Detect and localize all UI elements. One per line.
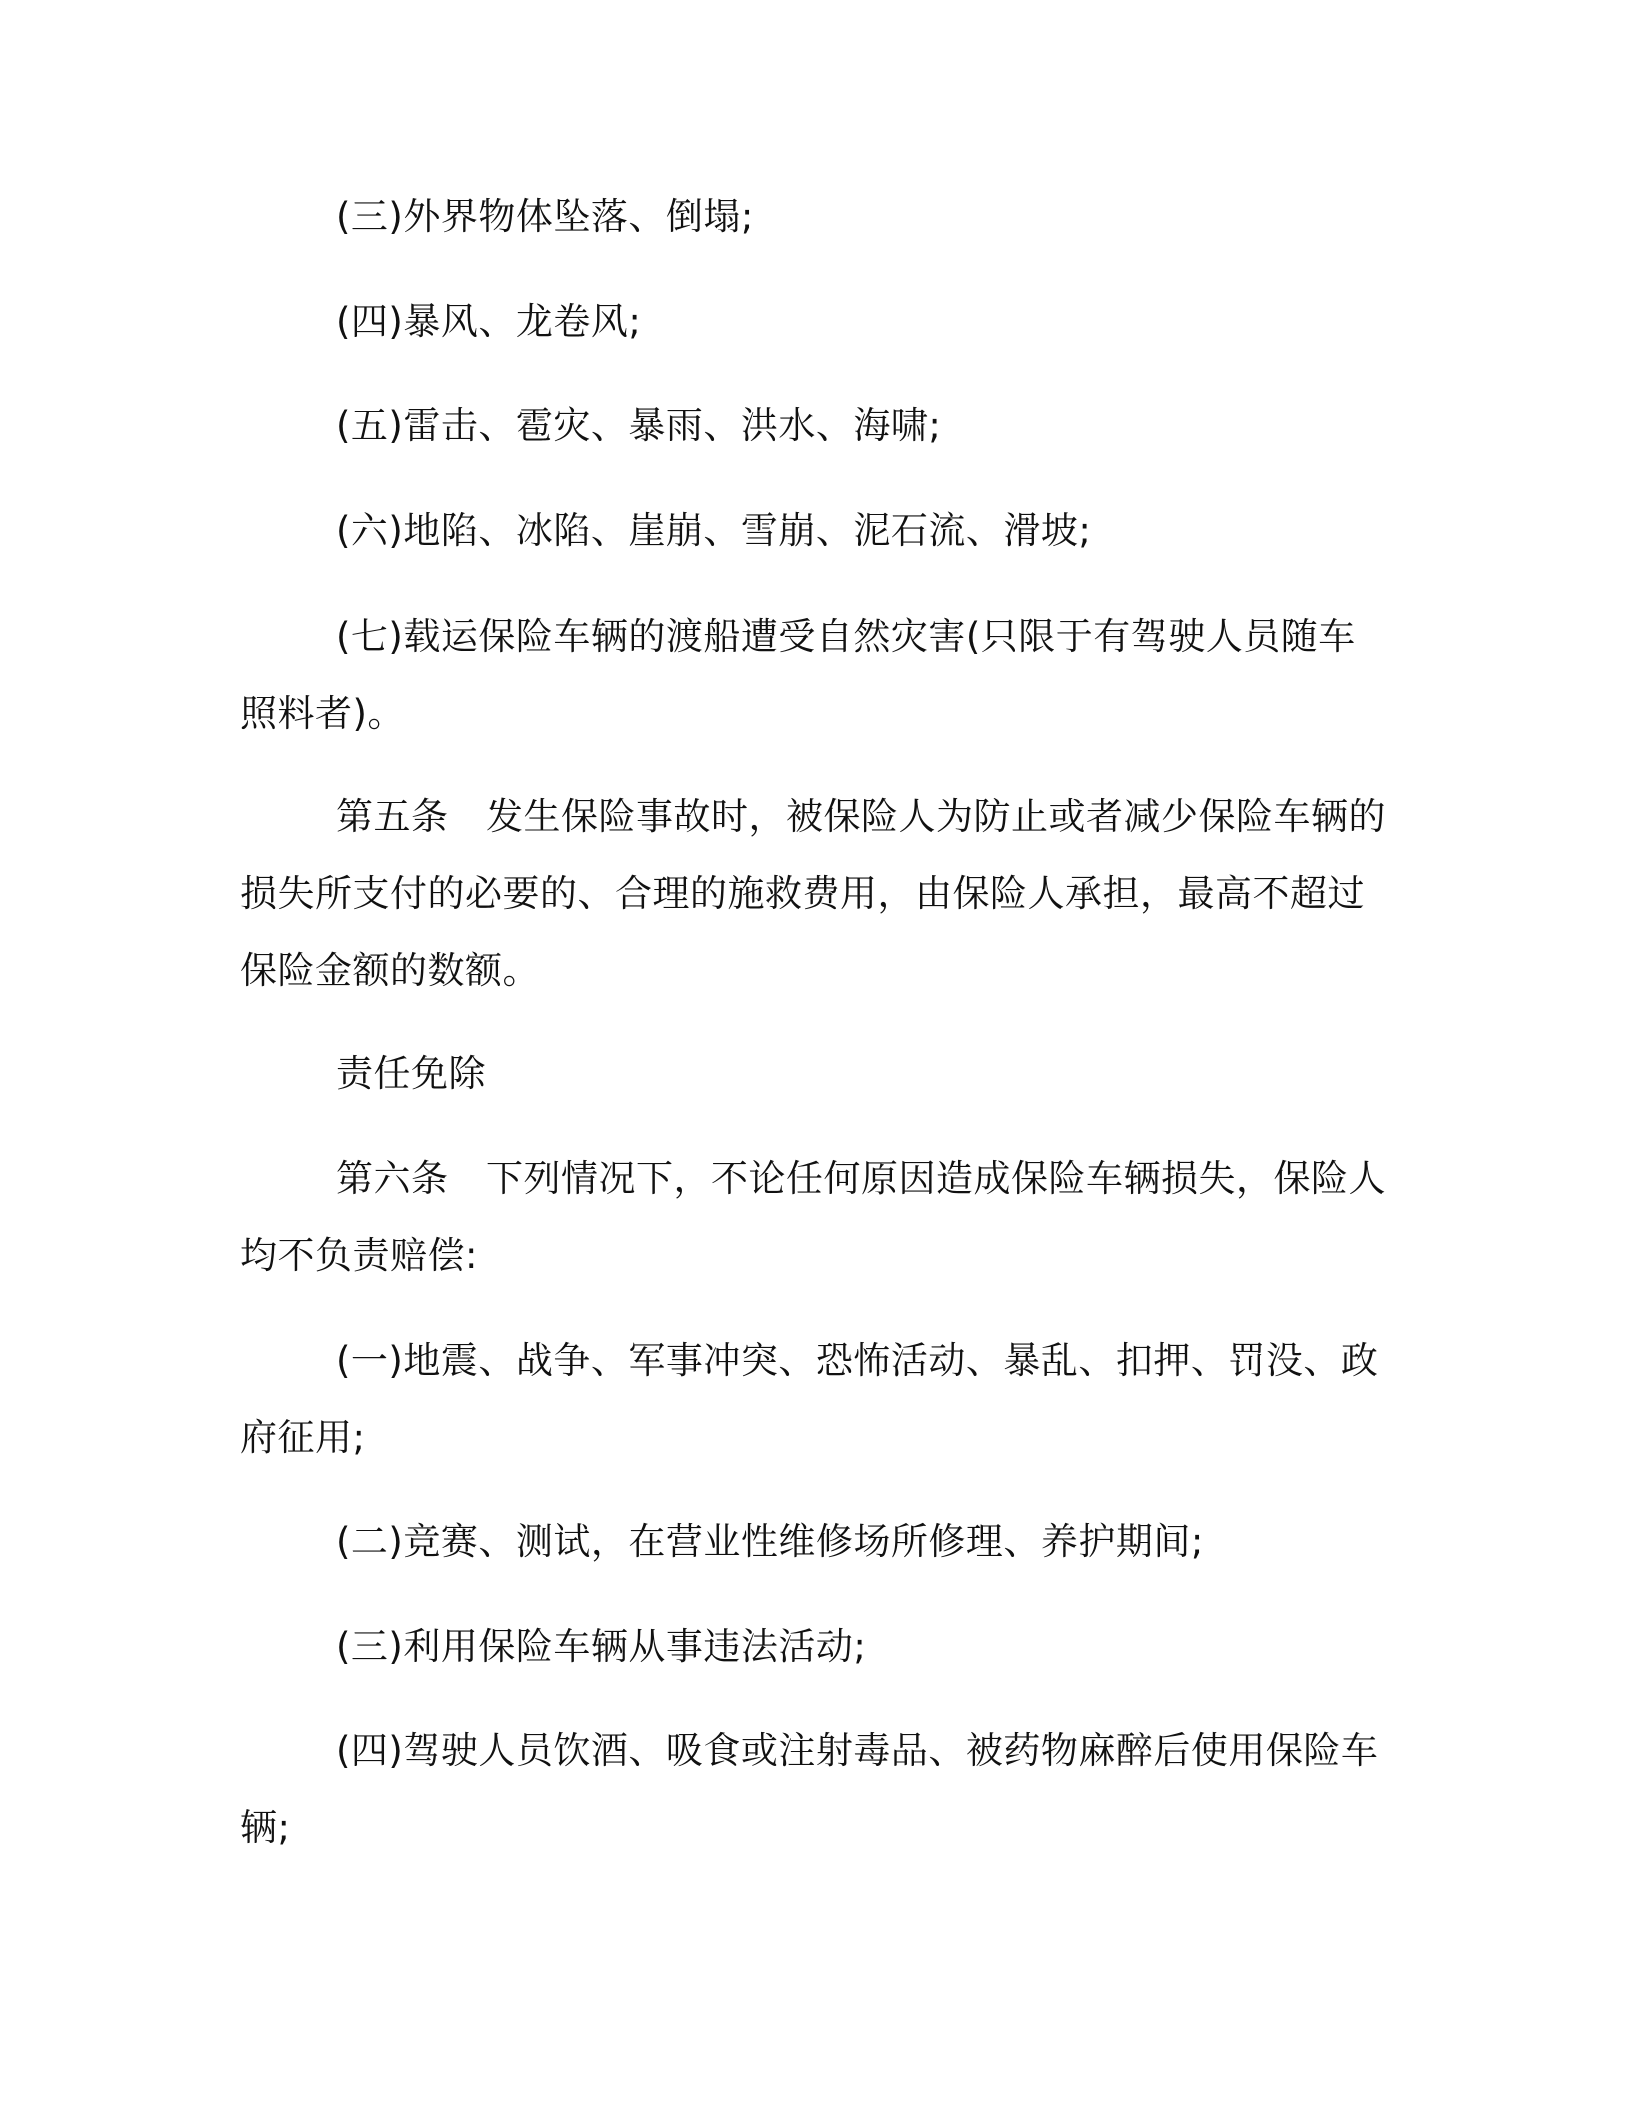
clause-item-4-storm: (四)暴风、龙卷风; [336,300,642,343]
exclusion-item-3-illegal-activity: (三)利用保险车辆从事违法活动; [336,1625,867,1668]
clause-item-3-falling-objects: (三)外界物体坠落、倒塌; [336,195,754,238]
clause-item-5-lightning-flood: (五)雷击、雹灾、暴雨、洪水、海啸; [336,404,942,447]
article-5-rescue-costs: 第五条 发生保险事故时，被保险人为防止或者减少保险车辆的损失所支付的必要的、合理的施救费用，由保险人承担，最高不超过保险金额的数额。 [240,795,1386,992]
clause-item-7-ferry: (七)载运保险车辆的渡船遭受自然灾害(只限于有驾驶人员随车照料者)。 [240,615,1356,735]
exclusion-item-4-drunk-driving: (四)驾驶人员饮酒、吸食或注射毒品、被药物麻醉后使用保险车辆; [240,1729,1379,1849]
clause-item-6-landslide: (六)地陷、冰陷、崖崩、雪崩、泥石流、滑坡; [336,509,1092,552]
article-6-exclusions: 第六条 下列情况下，不论任何原因造成保险车辆损失，保险人均不负责赔偿: [240,1157,1386,1277]
exclusion-item-1-war-earthquake: (一)地震、战争、军事冲突、恐怖活动、暴乱、扣押、罚没、政府征用; [240,1339,1379,1459]
exclusion-item-2-racing-repair: (二)竞赛、测试，在营业性维修场所修理、养护期间; [336,1520,1204,1563]
section-heading-exclusions: 责任免除 [336,1052,486,1095]
